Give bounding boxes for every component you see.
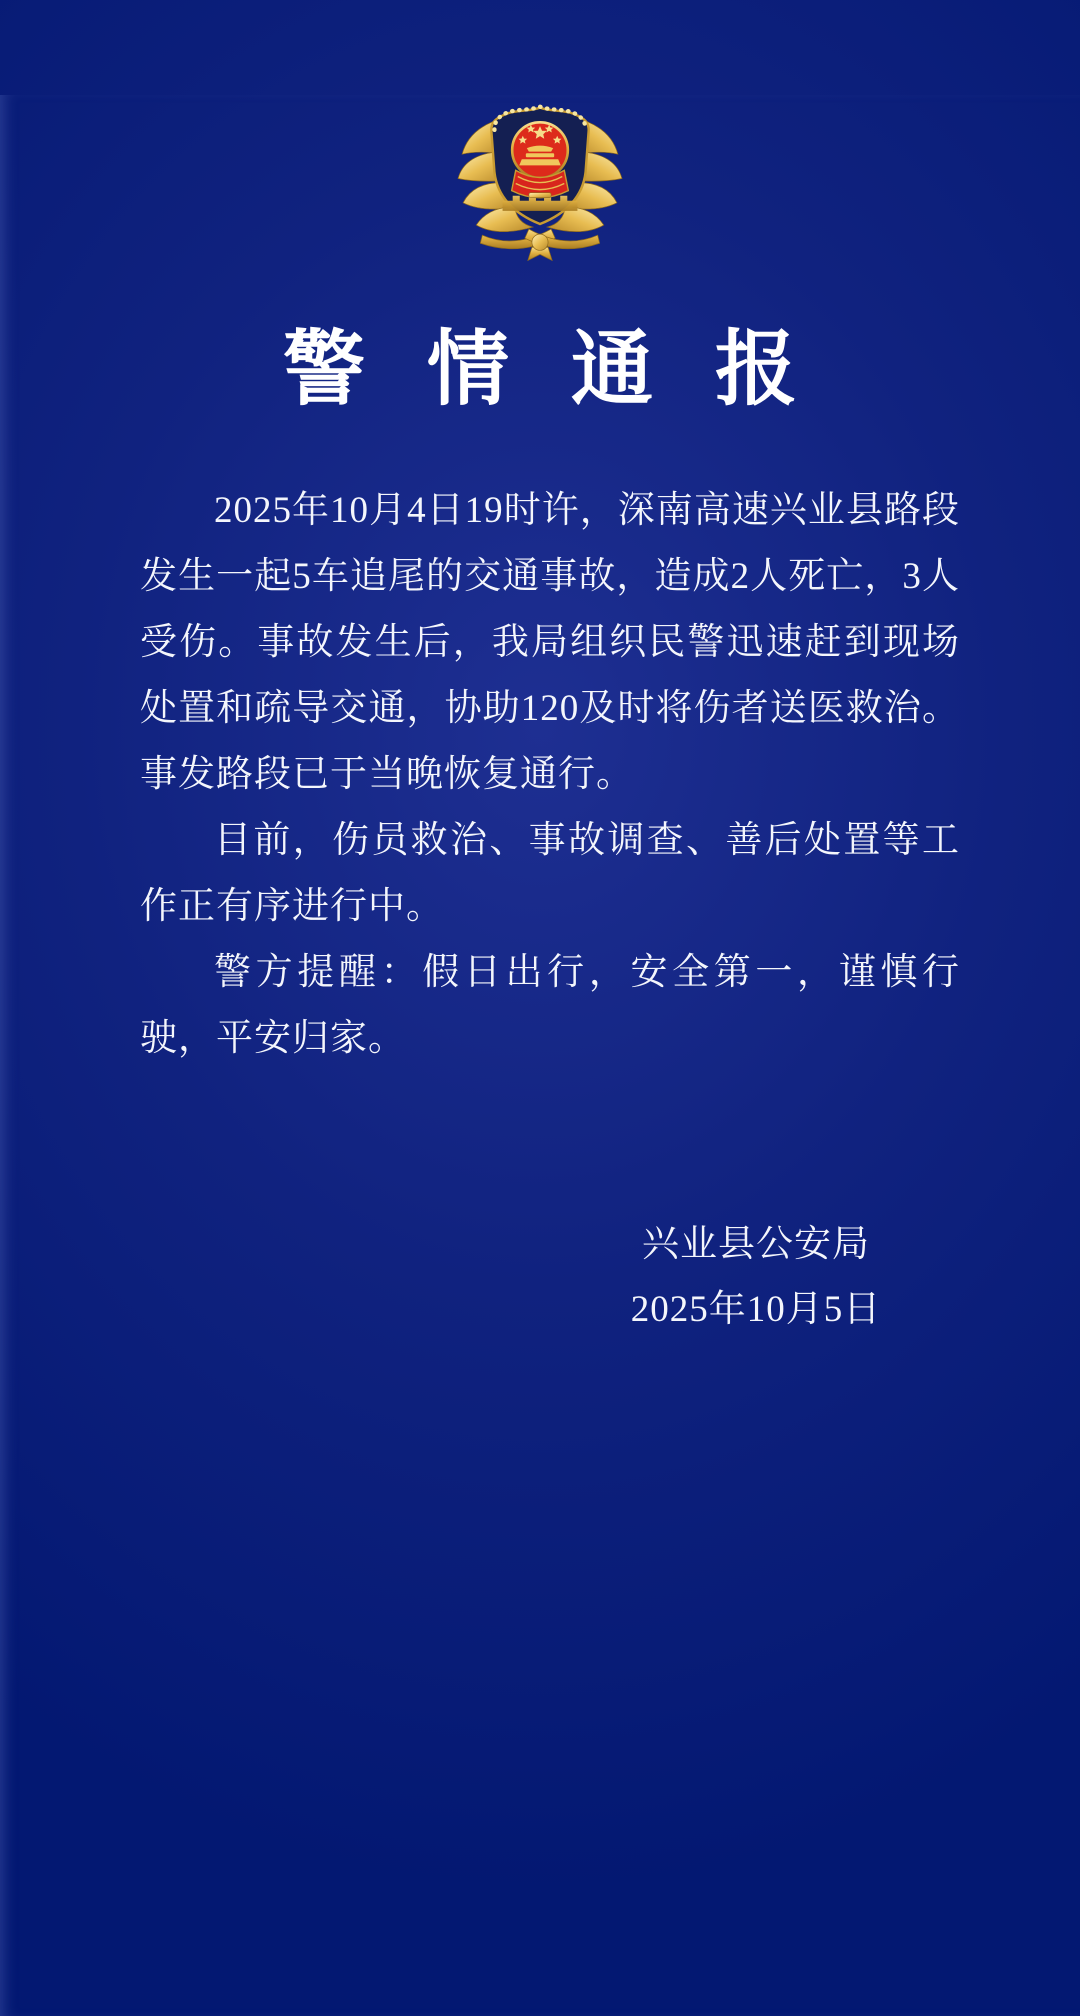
notice-body (140, 478, 960, 1072)
police-badge-icon (454, 95, 626, 263)
page-title (0, 315, 1080, 425)
notice-paragraph-2: 目前，伤员救治、事故调查、善后处置等工作正有序进行中。 (140, 820, 960, 927)
notice-page (0, 95, 1080, 2016)
notice-title-text: 警情通报 (282, 324, 859, 415)
signature-block (540, 1212, 972, 1342)
signature-agency: 兴业县公安局 (642, 1224, 870, 1265)
signature-date: 2025年10月5日 (630, 1289, 882, 1330)
notice-paragraph-3: 警方提醒：假日出行，安全第一，谨慎行驶，平安归家。 (140, 952, 960, 1059)
notice-paragraph-1: 2025年10月4日19时许，深南高速兴业县路段发生一起5车追尾的交通事故，造成2人死亡，3人受伤。事故发生后，我局组织民警迅速赶到现场处置和疏导交通，协助120及时将伤者送医救治。事发路段已于当晚恢复通行。 (140, 490, 960, 795)
